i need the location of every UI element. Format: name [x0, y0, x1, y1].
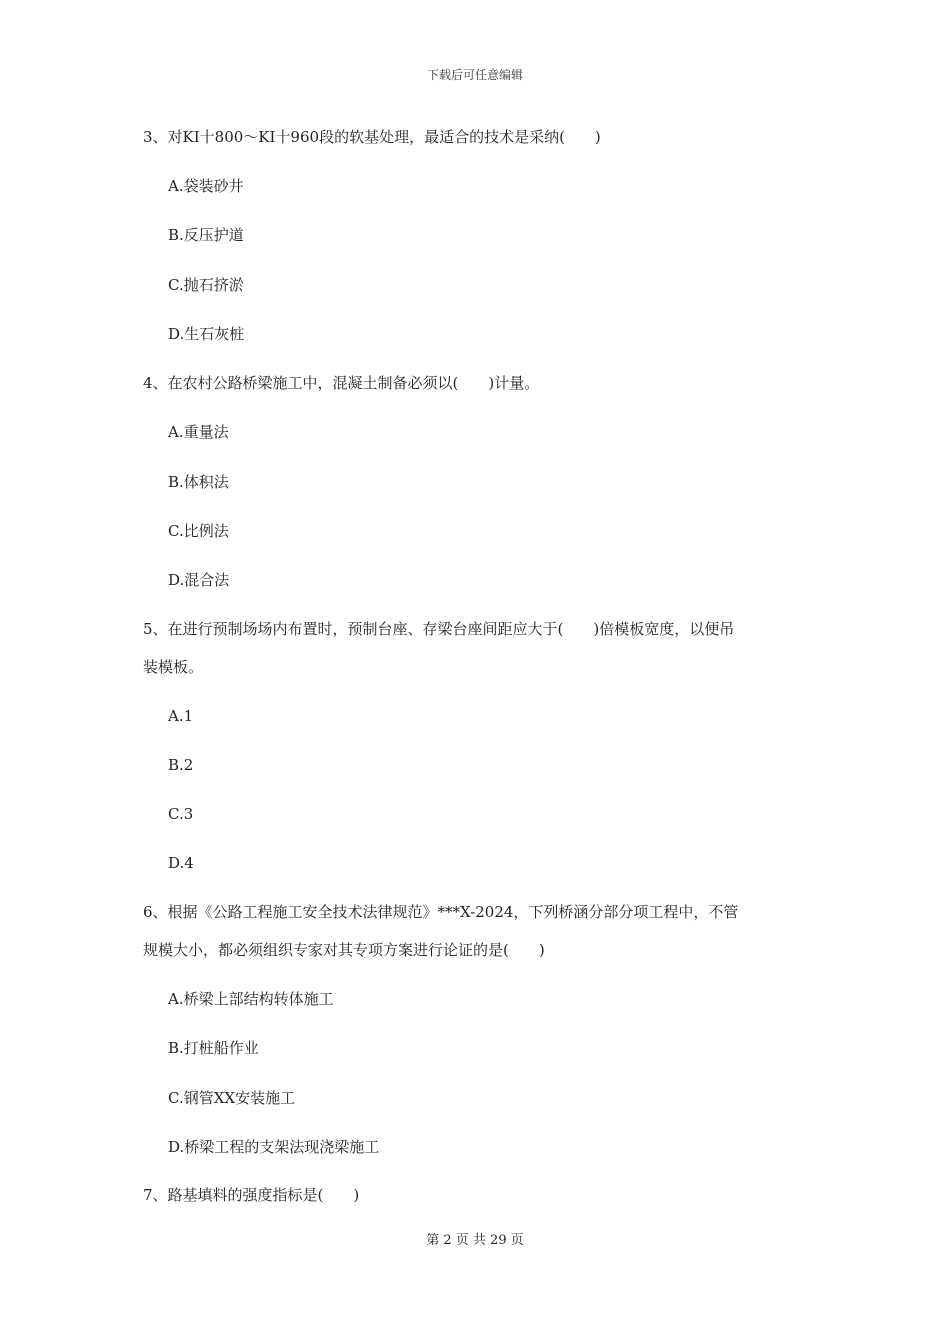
question-4-option-a: A.重量法: [168, 423, 229, 441]
question-4-stem: 4、在农村公路桥梁施工中，混凝土制备必须以( )计量。: [143, 374, 540, 392]
question-3-option-a: A.袋装砂井: [168, 177, 244, 195]
question-3-option-d: D.生石灰桩: [168, 325, 245, 343]
question-7-stem: 7、路基填料的强度指标是( ): [143, 1186, 360, 1204]
question-3-option-b: B.反压护道: [168, 226, 244, 244]
question-5-option-c: C.3: [168, 805, 194, 823]
question-6-stem-line-2: 规模大小，都必须组织专家对其专项方案进行论证的是( ): [143, 941, 545, 959]
question-5-option-d: D.4: [168, 854, 194, 872]
question-5-option-a: A.1: [168, 707, 194, 725]
question-6-option-c: C.钢管XX安装施工: [168, 1089, 296, 1107]
question-6-option-b: B.打桩船作业: [168, 1039, 259, 1057]
question-4-option-b: B.体积法: [168, 473, 229, 491]
question-3-stem: 3、对KI十800～KI十960段的软基处理，最适合的技术是采纳( ): [143, 128, 601, 146]
question-3-option-c: C.抛石挤淤: [168, 276, 244, 294]
page-footer: 第 2 页 共 29 页: [426, 1233, 524, 1248]
question-5-stem-line-2: 装模板。: [143, 658, 204, 676]
question-6-stem-line-1: 6、根据《公路工程施工安全技术法律规范》***X-2024，下列桥涵分部分项工程中，不管: [143, 903, 739, 921]
question-6-option-a: A.桥梁上部结构转体施工: [168, 990, 334, 1008]
question-4-option-c: C.比例法: [168, 522, 229, 540]
question-4-option-d: D.混合法: [168, 571, 230, 589]
question-5-option-b: B.2: [168, 756, 194, 774]
question-5-stem-line-1: 5、在进行预制场场内布置时，预制台座、存梁台座间距应大于( )倍模板宽度，以便吊: [143, 620, 735, 638]
page-header: 下载后可任意编辑: [426, 68, 523, 82]
question-6-option-d: D.桥梁工程的支架法现浇梁施工: [168, 1138, 380, 1156]
